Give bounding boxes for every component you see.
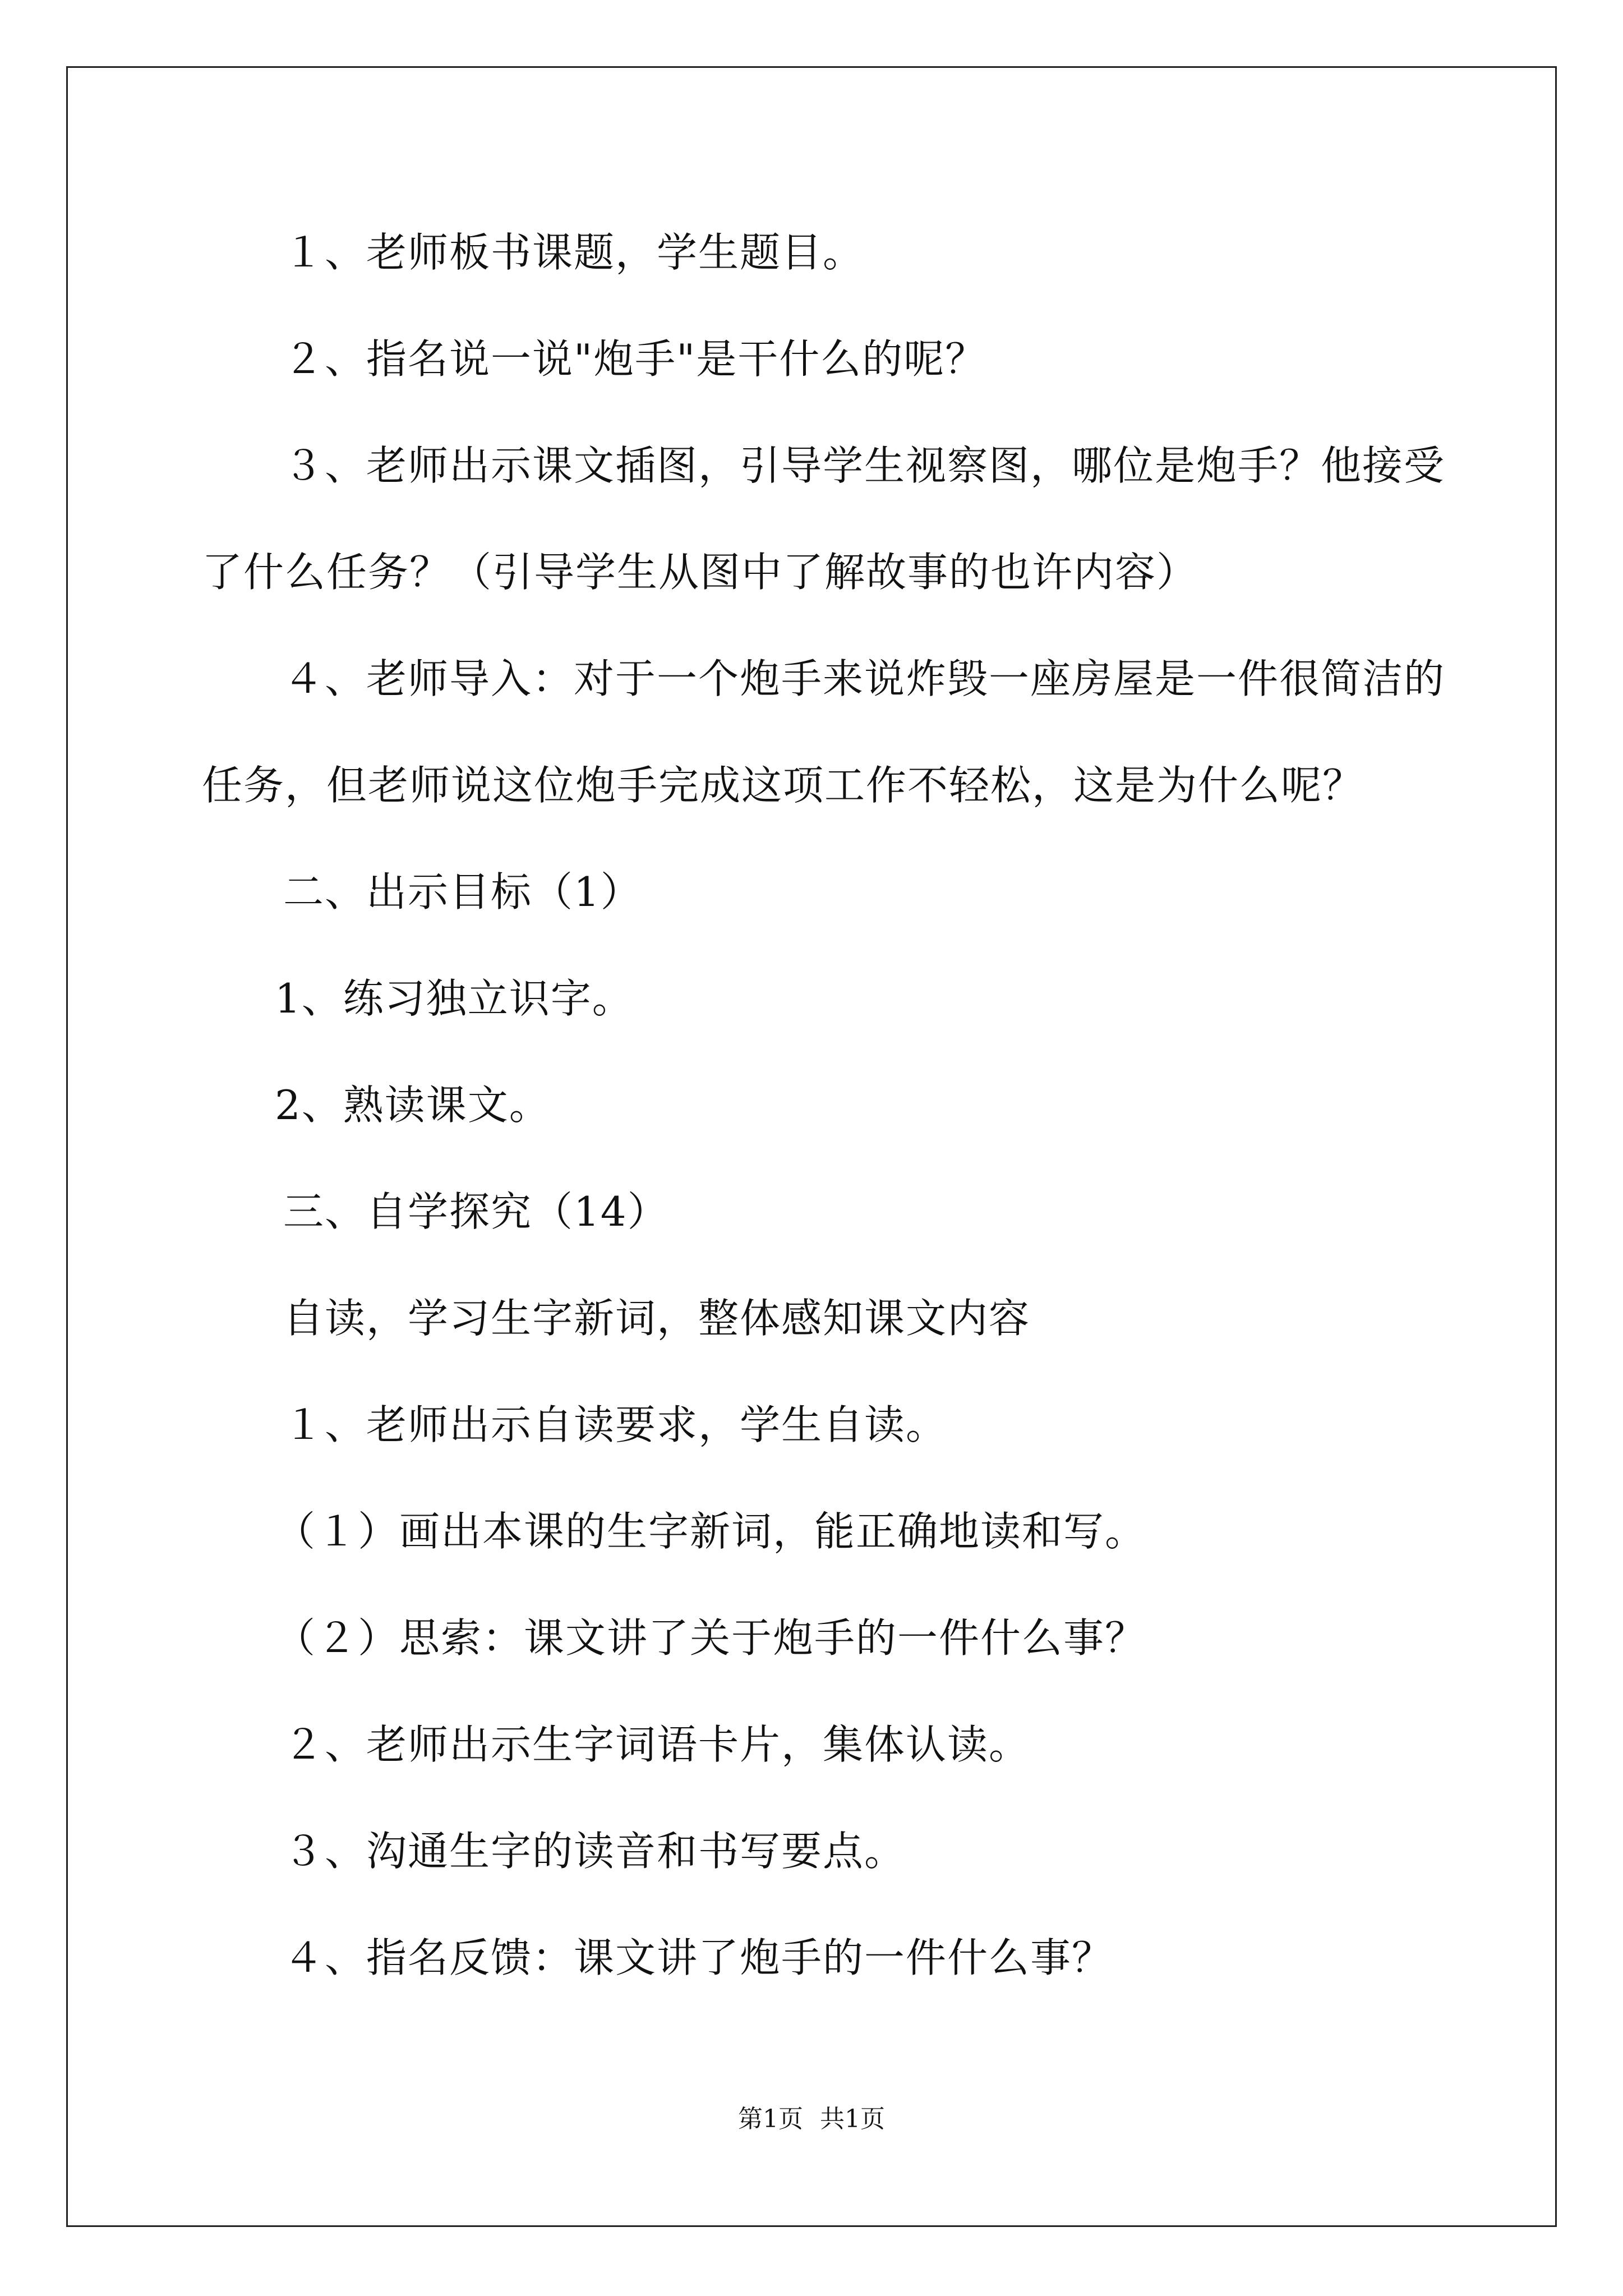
paragraph: （２）思索：课文讲了关于炮手的一件什么事？ <box>275 1614 1147 1662</box>
page-frame <box>66 66 1557 2227</box>
page-total: 共1页 <box>820 2105 885 2133</box>
page-number: 第1页 <box>738 2105 803 2133</box>
paragraph: 了什么任务？（引导学生从图中了解故事的也许内容） <box>202 549 1198 596</box>
paragraph: ２、指名说一说"炮手"是干什么的呢？ <box>283 335 987 383</box>
paragraph: 1、练习独立识字。 <box>275 975 634 1022</box>
paragraph: 自读，学习生字新词，整体感知课文内容 <box>283 1295 1031 1342</box>
paragraph: ４、指名反馈：课文讲了炮手的一件什么事？ <box>283 1934 1114 1981</box>
page-footer <box>0 2102 1623 2136</box>
paragraph: 2、熟读课文。 <box>275 1082 551 1129</box>
section-heading: 三、自学探究（14） <box>283 1188 669 1235</box>
paragraph: （１）画出本课的生字新词，能正确地读和写。 <box>275 1508 1147 1555</box>
paragraph: 任务，但老师说这位炮手完成这项工作不轻松，这是为什么呢？ <box>202 762 1364 809</box>
paragraph: ２、老师出示生字词语卡片，集体认读。 <box>283 1721 1031 1768</box>
paragraph: ３、老师出示课文插图，引导学生视察图，哪位是炮手？他接受 <box>283 442 1446 489</box>
section-heading: 二、出示目标（1） <box>283 868 642 915</box>
paragraph: １、老师出示自读要求，学生自读。 <box>283 1401 948 1448</box>
paragraph: ３、沟通生字的读音和书写要点。 <box>283 1828 906 1875</box>
paragraph: １、老师板书课题，学生题目。 <box>283 229 865 276</box>
paragraph: ４、老师导入：对于一个炮手来说炸毁一座房屋是一件很简洁的 <box>283 655 1446 702</box>
